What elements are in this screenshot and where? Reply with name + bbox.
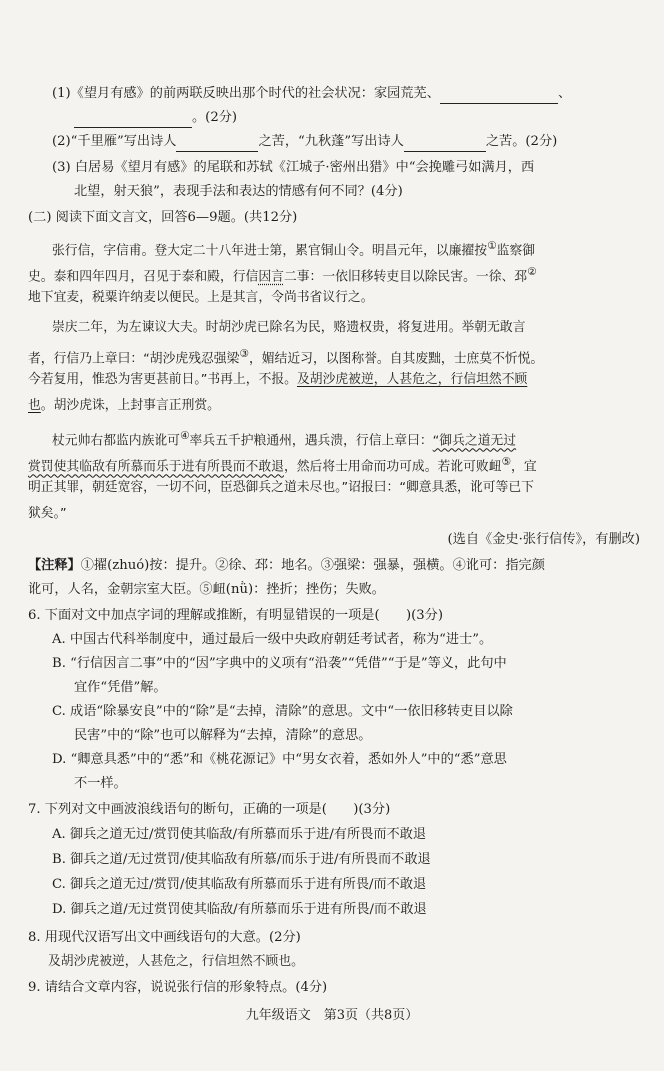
passage-text: ，宜 bbox=[511, 459, 537, 475]
passage-line-10: 明正其罪，朝廷宽容，一切不问，臣恐御兵之道未尽也。”诏报曰：“卿意具悉，讹可等已下 bbox=[28, 480, 534, 495]
q2-line bbox=[52, 132, 664, 152]
q8-stem: 8. 用现代汉语写出文中画线语句的大意。(2分) bbox=[28, 930, 301, 945]
q1-text: (1)《望月有感》的前两联反映出那个时代的社会状况：家园荒芜、 bbox=[52, 86, 440, 101]
q8-sentence: 及胡沙虎被逆，人甚危之，行信坦然不顾也。 bbox=[48, 954, 304, 969]
q2-text-c: 之苦。(2分) bbox=[485, 134, 558, 149]
q1-blank-2[interactable] bbox=[74, 113, 192, 128]
q1-separator: 、 bbox=[557, 86, 572, 101]
q3-line2: 北望，射天狼”，表现手法和表达的情感有何不同？(4分) bbox=[74, 184, 403, 199]
passage-text: 监察御 bbox=[496, 243, 536, 259]
notes-label: 【注释】 bbox=[28, 558, 81, 573]
q7-option-a[interactable]: A. 御兵之道无过/赏罚使其临敌/有所慕而乐于进/有所畏而不敢退 bbox=[52, 827, 427, 842]
passage-line-11: 狱矣。” bbox=[28, 506, 67, 521]
notes-line-2: 讹可，人名，金朝宗室大臣。⑤衄(nǜ)：挫折；挫伤；失败。 bbox=[28, 582, 385, 597]
note-ref-5: ⑤ bbox=[501, 455, 512, 468]
note-ref-1: ① bbox=[487, 239, 497, 252]
passage-line-2 bbox=[28, 262, 646, 287]
q7-option-b[interactable]: B. 御兵之道/无过赏罚/使其临敌有所慕/而乐于进/有所畏而不敢退 bbox=[52, 852, 431, 867]
passage-text: 。胡沙虎诛，上封事言正刑赏。 bbox=[40, 398, 220, 413]
note-ref-2: ② bbox=[527, 265, 537, 278]
passage-line-1 bbox=[52, 236, 664, 261]
q1-line1 bbox=[52, 84, 664, 104]
q6-option-a[interactable]: A. 中国古代科举制度中，通过最后一级中央政府朝廷考试者，称为“进士”。 bbox=[52, 632, 493, 647]
q1-score: 。(2分) bbox=[192, 110, 238, 125]
underlined-sentence: 及胡沙虎被逆，人甚危之，行信坦然不顾 bbox=[296, 372, 528, 387]
note-ref-3: ③ bbox=[239, 347, 249, 360]
q6-option-d[interactable]: D. “卿意具悉”中的“悉”和《桃花源记》中“男女衣着，悉如外人”中的“悉”意思 bbox=[52, 752, 507, 767]
q6-stem: 6. 下面对文中加点字词的理解或推断，有明显错误的一项是( )(3分) bbox=[28, 608, 443, 623]
section-heading: (二) 阅读下面文言文，回答6—9题。(共12分) bbox=[28, 210, 298, 225]
wavy-sentence-end: 赏罚使其临敌有所慕而乐于进有所畏而不敢退 bbox=[28, 459, 284, 475]
q7-option-d[interactable]: D. 御兵之道/无过赏罚使其临敌/有所慕而乐于进有所畏/而不敢退 bbox=[52, 902, 427, 917]
q2-blank-1[interactable] bbox=[176, 137, 258, 152]
passage-text: 今若复用，惟恐为害更甚前日。”书再上，不报。 bbox=[28, 372, 297, 387]
passage-text: 史。泰和四年四月，召见于泰和殿，行信 bbox=[28, 269, 259, 285]
notes-line-1 bbox=[28, 556, 646, 576]
q6-option-b[interactable]: B. “行信因言二事”中的“因”字典中的义项有“沿袭”“凭借”“于是”等义，此句中 bbox=[52, 656, 507, 671]
q6-option-c[interactable]: C. 成语“除暴安良”中的“除”是“去掉，清除”的意思。文中“一依旧移转吏目以除 bbox=[52, 704, 513, 719]
passage-text: 张行信，字信甫。登大定二十八年进士第，累官铜山令。明昌元年，以廉擢按 bbox=[52, 243, 488, 259]
page-footer: 九年级语文 第3页（共8页） bbox=[245, 1008, 419, 1023]
passage-line-4: 崇庆二年，为左谏议大夫。时胡沙虎已除名为民，赂遗权贵，将复进用。举朝无敢言 bbox=[52, 320, 526, 335]
passage-text: ，媚结近习，以图称誉。自其废黜，士庶莫不忻悦。 bbox=[248, 351, 544, 367]
passage-text: 者，行信乃上章曰：“胡沙虎残忍强梁 bbox=[28, 351, 240, 367]
passage-line-6 bbox=[28, 370, 646, 390]
underlined-sentence-end: 也 bbox=[28, 398, 41, 413]
passage-text: 二事：一依旧移转吏目以除民害。一徐、邳 bbox=[283, 269, 528, 285]
q7-stem: 7. 下列对文中画波浪线语句的断句，正确的一项是( )(3分) bbox=[28, 802, 391, 817]
q1-line2 bbox=[74, 108, 664, 128]
q2-text-a: (2)“千里雁”写出诗人 bbox=[52, 134, 177, 149]
q2-blank-2[interactable] bbox=[404, 137, 486, 152]
passage-line-7 bbox=[28, 396, 646, 416]
passage-text: 杖元帅右都监内族讹可 bbox=[52, 433, 180, 449]
q6-option-d-cont: 不一样。 bbox=[74, 776, 127, 791]
q3-line1: (3) 白居易《望月有感》的尾联和苏轼《江城子·密州出猎》中“会挽雕弓如满月，西 bbox=[52, 160, 535, 175]
passage-text: 率兵五千护粮通州，遇兵溃，行信上章曰： bbox=[189, 433, 433, 449]
passage-line-9 bbox=[28, 452, 646, 477]
passage-source: (选自《金史·张行信传》，有删改) bbox=[447, 532, 640, 547]
passage-text: ，然后将士用命而功可成。若讹可败衄 bbox=[283, 459, 502, 475]
q2-text-b: 之苦，“九秋蓬”写出诗人 bbox=[258, 134, 404, 149]
q7-option-c[interactable]: C. 御兵之道无过/赏罚/使其临敌有所慕而乐于进有所畏/而不敢退 bbox=[52, 877, 427, 892]
passage-line-3: 地下宜麦，税粟许纳麦以便民。上是其言，令尚书省议行之。 bbox=[28, 290, 374, 305]
q9-stem: 9. 请结合文章内容，说说张行信的形象特点。(4分) bbox=[28, 980, 328, 995]
q6-option-b-cont: 宜作“凭借”解。 bbox=[74, 680, 167, 695]
passage-line-5 bbox=[28, 344, 646, 369]
notes-text: ①擢(zhuó)按：提升。②徐、邳：地名。③强梁：强暴，强横。④讹可：指完颜 bbox=[80, 558, 545, 573]
dotted-word-yin: 因言 bbox=[258, 269, 284, 285]
wavy-sentence: “御兵之道无过 bbox=[432, 433, 517, 449]
q1-blank-1[interactable] bbox=[440, 89, 558, 104]
note-ref-4: ④ bbox=[179, 429, 190, 442]
passage-line-8 bbox=[52, 426, 664, 451]
q6-option-c-cont: 民害”中的“除”也可以解释为“去掉，清除”的意思。 bbox=[74, 728, 372, 743]
